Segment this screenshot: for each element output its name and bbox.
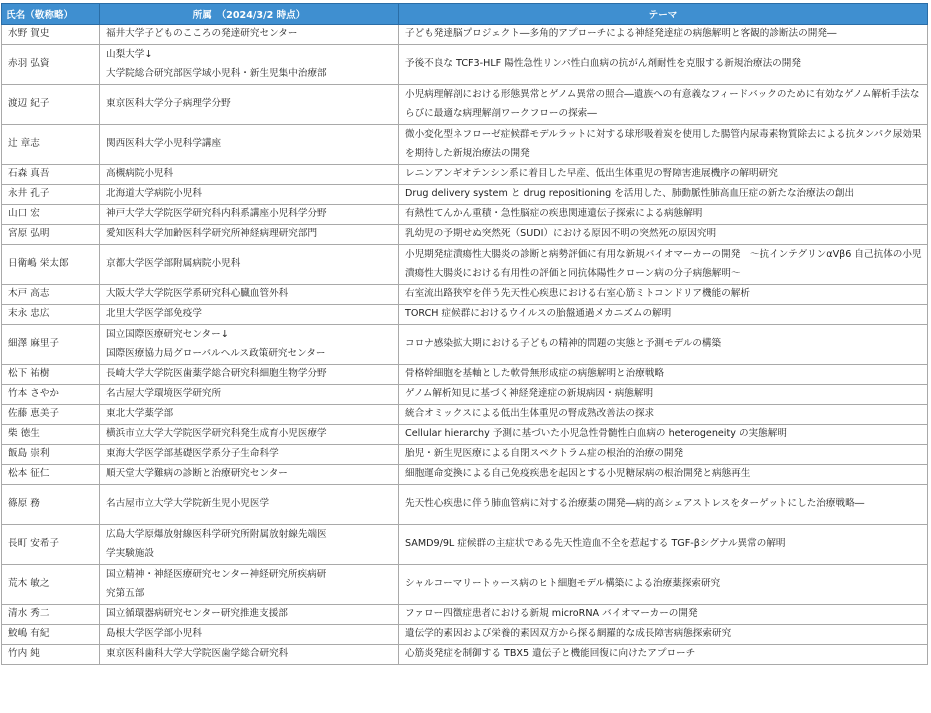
name-cell <box>2 485 100 525</box>
affiliation-line: 北海道大学病院小児科 <box>106 188 202 200</box>
researcher-name: 柴 徳生 <box>8 428 40 440</box>
name-cell <box>2 245 100 285</box>
table-row <box>2 445 928 465</box>
table-row <box>2 165 928 185</box>
name-cell <box>2 525 100 565</box>
theme-text: 心筋炎発症を制御する TBX5 遺伝子と機能回復に向けたアプローチ <box>405 648 696 660</box>
affiliation-cell <box>100 45 399 85</box>
affiliation-line: 福井大学子どものこころの発達研究センター <box>106 28 298 40</box>
affiliation-cell <box>100 645 399 665</box>
theme-cell <box>399 45 928 85</box>
affiliation-line: 東海大学医学部基礎医学系分子生命科学 <box>106 448 279 460</box>
theme-cell <box>399 625 928 645</box>
affiliation-line: 山梨大学↓ <box>106 49 153 60</box>
affiliation-cell <box>100 225 399 245</box>
affiliation-cell <box>100 25 399 45</box>
affiliation-cell <box>100 605 399 625</box>
affiliation-line: 東京医科大学分子病理学分野 <box>106 98 231 110</box>
theme-cell <box>399 165 928 185</box>
affiliation-line: 関西医科大学小児科学講座 <box>106 138 222 150</box>
name-cell <box>2 425 100 445</box>
table-row <box>2 365 928 385</box>
theme-text: 子ども発達脳プロジェクト―多角的アプローチによる神経発達症の病態解明と客観的診断法の開発― <box>405 28 837 40</box>
affiliation-line: 国立精神・神経医療研究センター神経研究所疾病研 <box>106 569 327 580</box>
affiliation-line: 東北大学薬学部 <box>106 408 174 420</box>
table-row <box>2 185 928 205</box>
researcher-name: 飯島 崇利 <box>8 448 50 460</box>
name-cell <box>2 605 100 625</box>
affiliation-line: 神戸大学大学院医学研究科内科系講座小児科学分野 <box>106 208 327 220</box>
affiliation-cell <box>100 165 399 185</box>
theme-cell <box>399 565 928 605</box>
affiliation-line: 長崎大学大学院医歯薬学総合研究科細胞生物学分野 <box>106 368 327 380</box>
header-row <box>2 4 928 25</box>
affiliation-line: 広島大学原爆放射線医科学研究所附属放射線先端医 <box>106 529 327 540</box>
table-row <box>2 565 928 605</box>
researcher-name: 渡辺 紀子 <box>8 98 50 110</box>
theme-cell <box>399 125 928 165</box>
name-cell <box>2 645 100 665</box>
researcher-name: 鮫嶋 有紀 <box>8 628 50 640</box>
table-row <box>2 25 928 45</box>
name-cell <box>2 445 100 465</box>
header-name: 氏名（敬称略） <box>2 4 100 25</box>
researcher-name: 木戸 高志 <box>8 288 50 300</box>
theme-text: 先天性心疾患に伴う肺血管病に対する治療薬の開発―病的高シェアストレスをターゲットにした治療戦略― <box>405 498 865 510</box>
theme-cell <box>399 225 928 245</box>
researcher-name: 永井 孔子 <box>8 188 50 200</box>
table-row <box>2 225 928 245</box>
researcher-name: 竹内 純 <box>8 648 40 660</box>
theme-text: 有熱性てんかん重積・急性脳症の疾患関連遺伝子探索による病態解明 <box>405 208 703 220</box>
affiliation-line: 名古屋大学環境医学研究所 <box>106 388 222 400</box>
spreadsheet <box>1 3 928 665</box>
table-row <box>2 325 928 365</box>
researcher-name: 佐藤 恵美子 <box>8 408 60 420</box>
researcher-name: 松本 征仁 <box>8 468 50 480</box>
header-theme: テーマ <box>399 4 928 25</box>
table-row <box>2 85 928 125</box>
affiliation-line: 横浜市立大学大学院医学研究科発生成育小児医療学 <box>106 428 327 440</box>
theme-cell <box>399 405 928 425</box>
theme-cell <box>399 365 928 385</box>
theme-cell <box>399 325 928 365</box>
affiliation-cell <box>100 205 399 225</box>
theme-text: Cellular hierarchy 予測に基づいた小児急性骨髄性白血病の heterogeneity の実態解明 <box>405 428 787 440</box>
affiliation-line: 国立国際医療研究センター↓ <box>106 329 229 340</box>
affiliation-cell <box>100 385 399 405</box>
researcher-name: 竹本 さやか <box>8 388 60 400</box>
theme-cell <box>399 445 928 465</box>
affiliation-line: 大阪大学大学院医学系研究科心臓血管外科 <box>106 288 289 300</box>
theme-text: 乳幼児の予期せぬ突然死（SUDI）における原因不明の突然死の原因究明 <box>405 228 717 240</box>
affiliation-line: 高槻病院小児科 <box>106 168 174 180</box>
affiliation-cell <box>100 445 399 465</box>
theme-text: 遺伝学的素因および栄養的素因双方から探る網羅的な成長障害病態探索研究 <box>405 628 732 640</box>
table-row <box>2 245 928 285</box>
table-row <box>2 405 928 425</box>
affiliation-cell <box>100 125 399 165</box>
name-cell <box>2 85 100 125</box>
name-cell <box>2 225 100 245</box>
table-row <box>2 465 928 485</box>
affiliation-cell <box>100 525 399 565</box>
affiliation-line: 大学院総合研究部医学域小児科・新生児集中治療部 <box>106 67 327 79</box>
table-row <box>2 45 928 85</box>
affiliation-line: 東京医科歯科大学大学院医歯学総合研究科 <box>106 648 289 660</box>
affiliation-cell <box>100 625 399 645</box>
theme-cell <box>399 85 928 125</box>
theme-text: 小児期発症潰瘍性大腸炎の診断と病勢評価に有用な新規バイオマーカーの開発 ～抗インテグリンαVβ6 自己抗体の小児潰瘍性大腸炎における有用性の評価と同抗体陽性クローン病の分子病態解明～ <box>405 249 922 279</box>
theme-text: シャルコーマリートゥース病のヒト細胞モデル構築による治療薬探索研究 <box>405 578 721 590</box>
theme-cell <box>399 185 928 205</box>
name-cell <box>2 385 100 405</box>
name-cell <box>2 565 100 605</box>
affiliation-cell <box>100 405 399 425</box>
table-row <box>2 305 928 325</box>
theme-text: 胎児・新生児医療による自閉スペクトラム症の根治的治療の開発 <box>405 448 684 460</box>
researcher-name: 細澤 麻里子 <box>8 338 60 350</box>
affiliation-cell <box>100 365 399 385</box>
name-cell <box>2 185 100 205</box>
affiliation-cell <box>100 245 399 285</box>
theme-text: SAMD9/9L 症候群の主症状である先天性造血不全を惹起する TGF-βシグナル異常の解明 <box>405 538 786 550</box>
researcher-name: 山口 宏 <box>8 208 40 220</box>
affiliation-line: 国立循環器病研究センター研究推進支援部 <box>106 608 288 620</box>
researcher-table <box>1 3 928 665</box>
researcher-name: 末永 忠広 <box>8 308 50 320</box>
theme-text: ファロー四徴症患者における新規 microRNA バイオマーカーの開発 <box>405 608 698 620</box>
researcher-name: 松下 祐樹 <box>8 368 50 380</box>
affiliation-line: 名古屋市立大学大学院新生児小児医学 <box>106 498 270 510</box>
name-cell <box>2 625 100 645</box>
name-cell <box>2 165 100 185</box>
theme-text: 小児病理解剖における形態異常とゲノム異常の照合―遺族への有意義なフィードバックのために有効なゲノム解析手法ならびに最適な病理解剖ワークフローの探索― <box>405 89 920 119</box>
researcher-name: 石森 真吾 <box>8 168 50 180</box>
affiliation-cell <box>100 465 399 485</box>
table-row <box>2 645 928 665</box>
theme-text: Drug delivery system と drug repositioning を活用した、肺動脈性肺高血圧症の新たな治療法の創出 <box>405 188 855 200</box>
name-cell <box>2 25 100 45</box>
theme-cell <box>399 25 928 45</box>
researcher-name: 篠原 務 <box>8 498 40 510</box>
affiliation-line: 究第五部 <box>106 587 145 599</box>
affiliation-line: 北里大学医学部免疫学 <box>106 308 202 320</box>
affiliation-line: 学実験施設 <box>106 547 154 559</box>
table-row <box>2 525 928 565</box>
theme-cell <box>399 425 928 445</box>
theme-cell <box>399 645 928 665</box>
name-cell <box>2 305 100 325</box>
name-cell <box>2 325 100 365</box>
theme-text: 予後不良な TCF3-HLF 陽性急性リンパ性白血病の抗がん剤耐性を克服する新規治療法の開発 <box>405 58 801 70</box>
theme-text: TORCH 症候群におけるウイルスの胎盤通過メカニズムの解明 <box>405 308 672 320</box>
name-cell <box>2 365 100 385</box>
theme-cell <box>399 205 928 225</box>
affiliation-line: 愛知医科大学加齢医科学研究所神経病理研究部門 <box>106 228 318 240</box>
researcher-name: 辻 章志 <box>8 138 40 150</box>
name-cell <box>2 465 100 485</box>
table-row <box>2 485 928 525</box>
theme-cell <box>399 605 928 625</box>
theme-text: コロナ感染拡大期における子どもの精神的問題の実態と予測モデルの構築 <box>405 338 722 350</box>
header-affiliation: 所属 （2024/3/2 時点） <box>100 4 399 25</box>
theme-cell <box>399 305 928 325</box>
theme-text: ゲノム解析知見に基づく神経発達症の新規病因・病態解明 <box>405 388 654 400</box>
affiliation-cell <box>100 565 399 605</box>
theme-text: レニンアンギオテンシン系に着目した早産、低出生体重児の腎障害進展機序の解明研究 <box>405 168 778 180</box>
affiliation-line: 京都大学医学部附属病院小児科 <box>106 258 241 270</box>
theme-text: 微小変化型ネフローゼ症候群モデルラットに対する球形吸着炭を使用した腸管内尿毒素物質除去による抗タンパク尿効果を期待した新規治療法の開発 <box>405 129 922 159</box>
affiliation-cell <box>100 325 399 365</box>
theme-text: 細胞運命変換による自己免疫疾患を起因とする小児糖尿病の根治開発と病態再生 <box>405 468 751 480</box>
affiliation-line: 国際医療協力局グローバルヘルス政策研究センター <box>106 347 326 359</box>
theme-cell <box>399 525 928 565</box>
table-row <box>2 625 928 645</box>
researcher-name: 水野 賀史 <box>8 28 50 40</box>
name-cell <box>2 125 100 165</box>
affiliation-cell <box>100 85 399 125</box>
researcher-name: 日衛嶋 栄太郎 <box>8 258 69 270</box>
researcher-name: 清水 秀二 <box>8 608 50 620</box>
table-row <box>2 605 928 625</box>
table-row <box>2 125 928 165</box>
table-body <box>2 25 928 665</box>
affiliation-cell <box>100 425 399 445</box>
theme-text: 統合オミックスによる低出生体重児の腎成熟改善法の探求 <box>405 408 655 420</box>
table-row <box>2 205 928 225</box>
researcher-name: 荒木 敏之 <box>8 578 50 590</box>
affiliation-cell <box>100 185 399 205</box>
name-cell <box>2 205 100 225</box>
affiliation-line: 順天堂大学難病の診断と治療研究センター <box>106 468 288 480</box>
theme-cell <box>399 245 928 285</box>
name-cell <box>2 285 100 305</box>
table-row <box>2 385 928 405</box>
name-cell <box>2 405 100 425</box>
table-row <box>2 425 928 445</box>
theme-cell <box>399 285 928 305</box>
theme-text: 右室流出路狭窄を伴う先天性心疾患における右室心筋ミトコンドリア機能の解析 <box>405 288 750 300</box>
theme-cell <box>399 485 928 525</box>
researcher-name: 赤羽 弘資 <box>8 58 50 70</box>
affiliation-cell <box>100 485 399 525</box>
researcher-name: 宮原 弘明 <box>8 228 50 240</box>
theme-cell <box>399 385 928 405</box>
researcher-name: 長町 安希子 <box>8 538 60 550</box>
theme-cell <box>399 465 928 485</box>
affiliation-line: 島根大学医学部小児科 <box>106 628 202 640</box>
affiliation-cell <box>100 305 399 325</box>
name-cell <box>2 45 100 85</box>
affiliation-cell <box>100 285 399 305</box>
table-row <box>2 285 928 305</box>
theme-text: 骨格幹細胞を基軸とした軟骨無形成症の病態解明と治療戦略 <box>405 368 665 380</box>
